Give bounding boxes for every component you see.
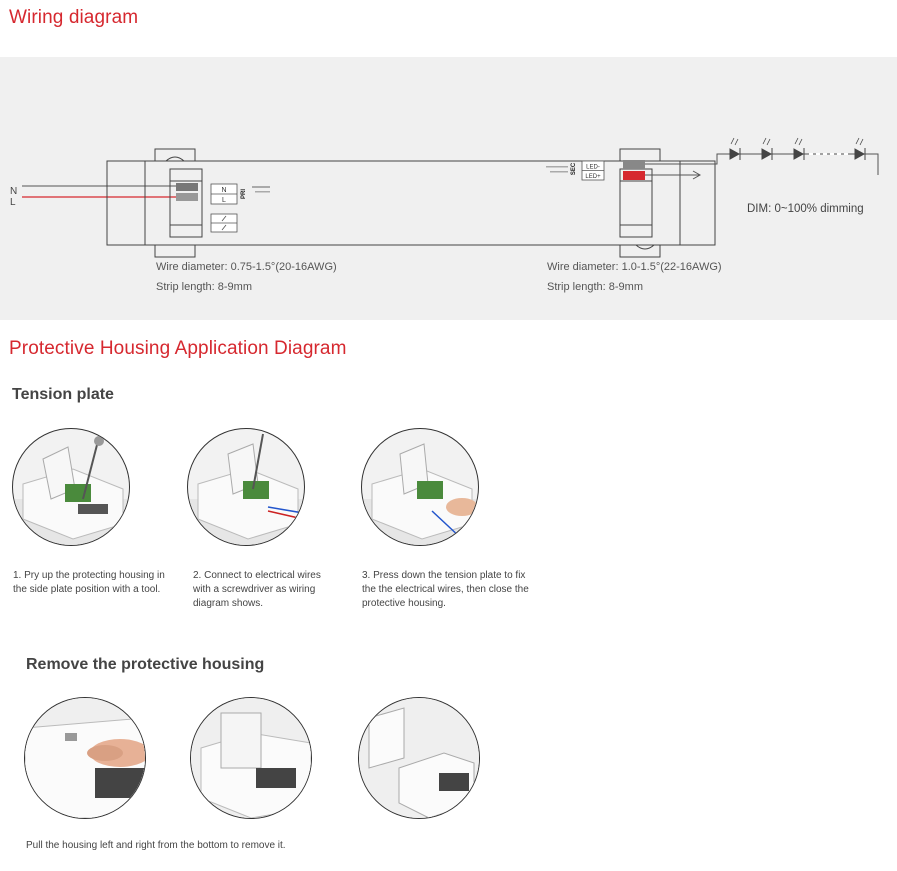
step-2-caption: 2. Connect to electrical wires with a screwdriver as wiring diagram shows. bbox=[193, 570, 321, 609]
sec-terminal-neg bbox=[623, 160, 645, 169]
step-3-image bbox=[361, 428, 479, 546]
pri-terminal-n bbox=[176, 183, 198, 191]
step-1-caption: 1. Pry up the protecting housing in the side plate position with a tool. bbox=[13, 570, 165, 595]
svg-text:PRI: PRI bbox=[241, 188, 247, 200]
wiring-diagram-title: Wiring diagram bbox=[9, 7, 139, 28]
svg-text:LED-: LED- bbox=[586, 164, 600, 171]
remove-image-3 bbox=[358, 697, 480, 819]
pri-terminal-l bbox=[176, 193, 198, 201]
fuse-box bbox=[211, 214, 237, 232]
input-l-label: L bbox=[10, 197, 16, 208]
primary-wire-diameter: Wire diameter: 0.75-1.5°(20-16AWG) bbox=[156, 261, 337, 273]
protective-housing-title: Protective Housing Application Diagram bbox=[9, 338, 347, 359]
svg-text:LED+: LED+ bbox=[585, 174, 601, 180]
input-n-label: N bbox=[10, 186, 18, 197]
svg-text:SEC: SEC bbox=[571, 162, 577, 176]
remove-image-1 bbox=[24, 697, 146, 819]
tension-plate-heading: Tension plate bbox=[12, 386, 114, 403]
pri-terminal-label-box bbox=[211, 184, 270, 204]
sec-terminal-pos bbox=[623, 171, 645, 180]
remove-caption: Pull the housing left and right from the bottom to remove it. bbox=[26, 840, 286, 851]
svg-text:N: N bbox=[221, 187, 227, 194]
remove-image-2 bbox=[190, 697, 312, 819]
secondary-wire-notes bbox=[547, 257, 722, 297]
secondary-wire-diameter: Wire diameter: 1.0-1.5°(22-16AWG) bbox=[547, 261, 722, 273]
primary-strip-length: Strip length: 8-9mm bbox=[156, 281, 252, 293]
wiring-diagram-panel bbox=[0, 57, 897, 320]
dim-label: DIM: 0~100% dimming bbox=[747, 203, 864, 215]
sec-terminal-label-box bbox=[546, 161, 604, 180]
led-string bbox=[730, 138, 865, 160]
step-1-image bbox=[12, 428, 130, 546]
remove-housing-heading: Remove the protective housing bbox=[26, 656, 265, 673]
step-3-caption: 3. Press down the tension plate to fix the the electrical wires, then close the protective housing. bbox=[362, 570, 529, 609]
primary-wire-notes bbox=[156, 257, 337, 297]
step-2-image bbox=[187, 428, 305, 546]
svg-text:L: L bbox=[222, 197, 226, 204]
wiring-diagram bbox=[0, 57, 897, 320]
secondary-strip-length: Strip length: 8-9mm bbox=[547, 281, 643, 293]
